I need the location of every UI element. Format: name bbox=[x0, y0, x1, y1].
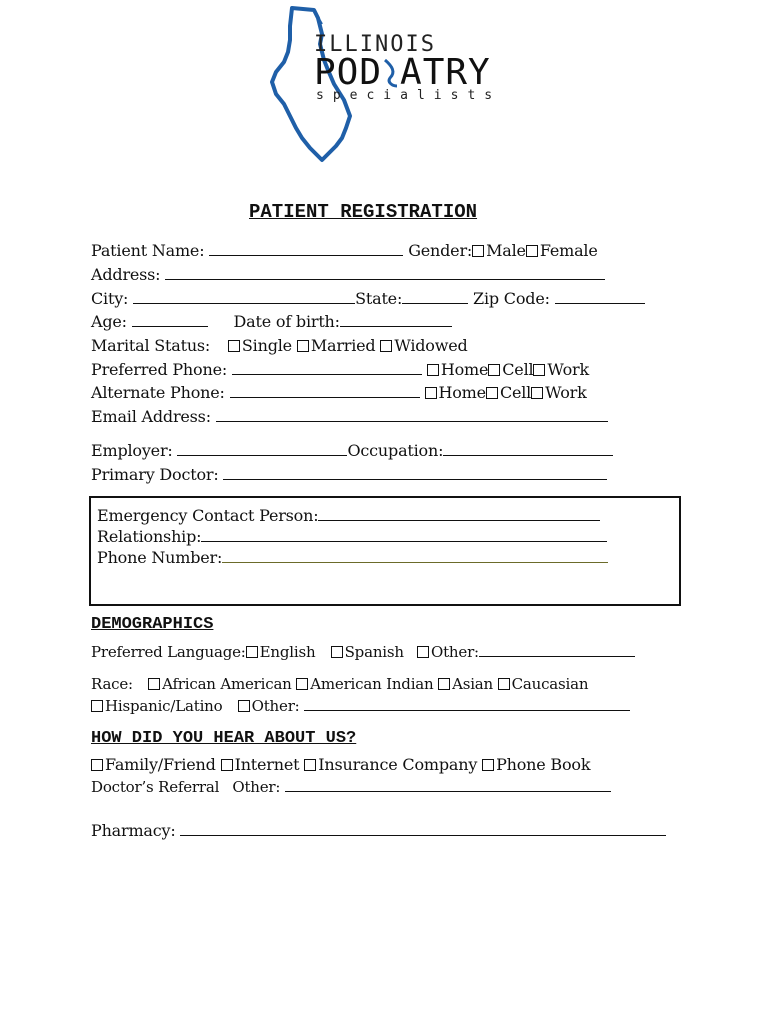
occupation-field[interactable] bbox=[443, 441, 613, 456]
race-other-checkbox[interactable] bbox=[238, 700, 250, 712]
row-referral: Doctor’s Referral Other: bbox=[91, 777, 611, 796]
family-checkbox[interactable] bbox=[91, 759, 103, 771]
row-language: Preferred Language: English Spanish Other: bbox=[91, 642, 635, 661]
female-checkbox[interactable] bbox=[526, 245, 538, 257]
alt-cell-checkbox[interactable] bbox=[486, 387, 498, 399]
internet-checkbox[interactable] bbox=[221, 759, 233, 771]
married-checkbox[interactable] bbox=[297, 340, 309, 352]
address-field[interactable] bbox=[165, 265, 605, 280]
row-pharmacy: Pharmacy: bbox=[91, 821, 666, 840]
emergency-contact-field[interactable] bbox=[318, 506, 600, 521]
asian-checkbox[interactable] bbox=[438, 678, 450, 690]
row-age: Age: Date of birth: bbox=[91, 312, 452, 331]
row-marital: Marital Status: Single Married Widowed bbox=[91, 336, 468, 355]
logo-line2 bbox=[314, 52, 491, 93]
city-field[interactable] bbox=[133, 289, 355, 304]
pref-work-checkbox[interactable] bbox=[533, 364, 545, 376]
alternate-phone-field[interactable] bbox=[230, 383, 420, 398]
american-indian-checkbox[interactable] bbox=[296, 678, 308, 690]
zip-field[interactable] bbox=[555, 289, 645, 304]
foot-icon bbox=[382, 58, 400, 88]
dob-field[interactable] bbox=[340, 312, 452, 327]
row-relationship: Relationship: bbox=[97, 527, 607, 546]
language-other-field[interactable] bbox=[479, 642, 635, 657]
patient-name-field[interactable] bbox=[209, 241, 403, 256]
phonebook-checkbox[interactable] bbox=[482, 759, 494, 771]
row-alternate-phone: Alternate Phone: Home Cell Work bbox=[91, 383, 587, 402]
row-address: Address: bbox=[91, 265, 605, 284]
row-city: City: State: Zip Code: bbox=[91, 289, 645, 308]
logo-atry: ATRY bbox=[400, 52, 491, 93]
email-field[interactable] bbox=[216, 407, 608, 422]
hispanic-checkbox[interactable] bbox=[91, 700, 103, 712]
male-checkbox[interactable] bbox=[472, 245, 484, 257]
pref-cell-checkbox[interactable] bbox=[488, 364, 500, 376]
spanish-checkbox[interactable] bbox=[331, 646, 343, 658]
row-patient-name: Patient Name: Gender: Male Female bbox=[91, 241, 598, 260]
pref-home-checkbox[interactable] bbox=[427, 364, 439, 376]
alt-home-checkbox[interactable] bbox=[425, 387, 437, 399]
caucasian-checkbox[interactable] bbox=[498, 678, 510, 690]
primary-doctor-field[interactable] bbox=[223, 465, 607, 480]
row-race: Race: African American American Indian Asian Caucasian bbox=[91, 675, 589, 693]
hear-heading: HOW DID YOU HEAR ABOUT US? bbox=[91, 729, 357, 748]
row-emergency-phone: Phone Number: bbox=[97, 548, 608, 567]
row-employer: Employer: Occupation: bbox=[91, 441, 613, 460]
preferred-phone-field[interactable] bbox=[232, 360, 422, 375]
logo-line3: specialists bbox=[316, 88, 502, 103]
emergency-phone-field[interactable] bbox=[222, 548, 608, 563]
insurance-checkbox[interactable] bbox=[304, 759, 316, 771]
african-american-checkbox[interactable] bbox=[148, 678, 160, 690]
row-email: Email Address: bbox=[91, 407, 608, 426]
race-other-field[interactable] bbox=[304, 696, 630, 711]
row-primary-doctor: Primary Doctor: bbox=[91, 465, 607, 484]
single-checkbox[interactable] bbox=[228, 340, 240, 352]
pharmacy-field[interactable] bbox=[180, 821, 666, 836]
alt-work-checkbox[interactable] bbox=[531, 387, 543, 399]
relationship-field[interactable] bbox=[201, 527, 607, 542]
logo-pod: POD bbox=[314, 52, 383, 93]
row-emergency-contact: Emergency Contact Person: bbox=[97, 506, 600, 525]
age-field[interactable] bbox=[132, 312, 208, 327]
hear-other-field[interactable] bbox=[285, 777, 611, 792]
widowed-checkbox[interactable] bbox=[380, 340, 392, 352]
row-preferred-phone: Preferred Phone: Home Cell Work bbox=[91, 360, 589, 379]
demographics-heading: DEMOGRAPHICS bbox=[91, 615, 214, 634]
logo bbox=[262, 4, 512, 164]
language-other-checkbox[interactable] bbox=[417, 646, 429, 658]
employer-field[interactable] bbox=[177, 441, 347, 456]
page-title: PATIENT REGISTRATION bbox=[249, 201, 478, 223]
english-checkbox[interactable] bbox=[246, 646, 258, 658]
row-race-2: Hispanic/Latino Other: bbox=[91, 696, 630, 715]
state-field[interactable] bbox=[402, 289, 468, 304]
logo-line1: ILLINOIS bbox=[314, 32, 436, 57]
row-hear: Family/Friend Internet Insurance Company Phone Book bbox=[91, 755, 590, 774]
